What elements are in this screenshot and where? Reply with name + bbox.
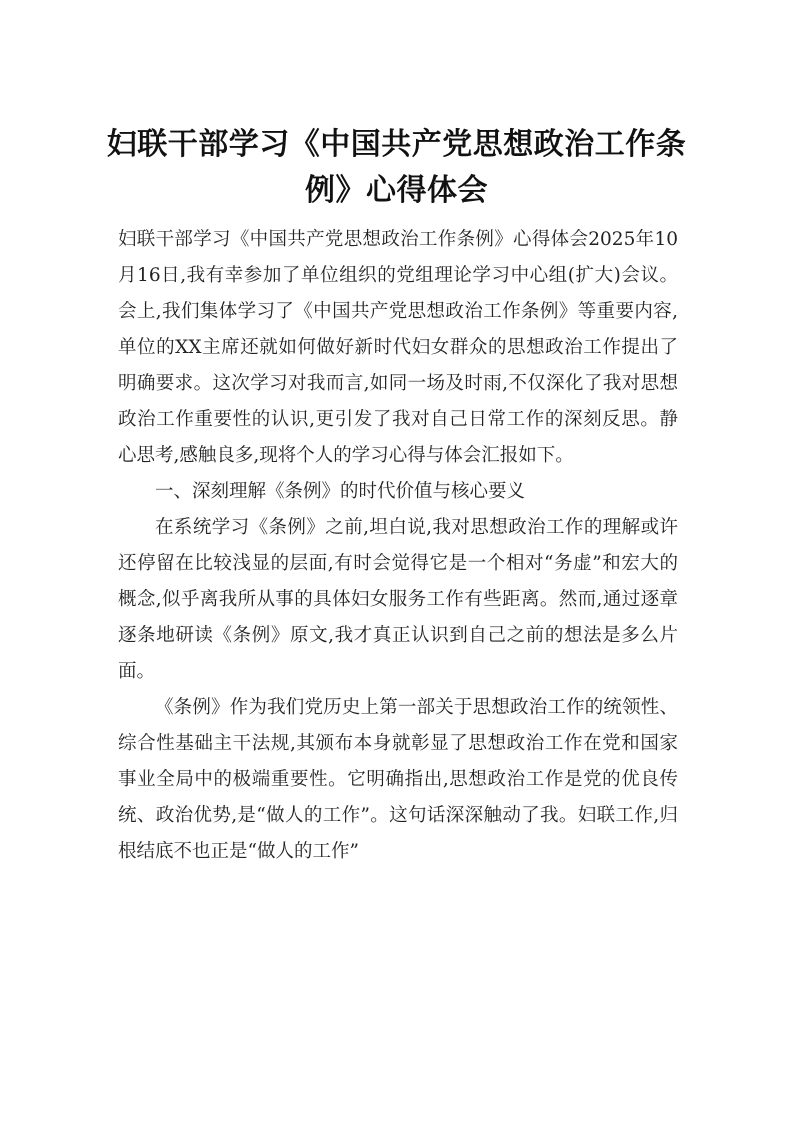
body-paragraph: 在系统学习《条例》之前,坦白说,我对思想政治工作的理解或许还停留在比较浅显的层面,有时会觉得它是一个相对“务虚”和宏大的概念,似乎离我所从事的具体妇女服务工作有些距离。然而,通过逐章逐条地研读《条例》原文,我才真正认识到自己之前的想法是多么片面。	[118, 517, 678, 682]
document-body	[118, 222, 678, 870]
body-paragraph: 《条例》作为我们党历史上第一部关于思想政治工作的统领性、综合性基础主干法规,其颁布本身就彰显了思想政治工作在党和国家事业全局中的极端重要性。它明确指出,思想政治工作是党的优良传统、政治优势,是“做人的工作”。这句话深深触动了我。妇联工作,归根结底不也正是“做人的工作”	[118, 697, 678, 862]
section-heading-1: 一、深刻理解《条例》的时代价值与核心要义	[155, 481, 526, 502]
document-title: 妇联干部学习《中国共产党思想政治工作条例》心得体会	[106, 127, 687, 208]
intro-paragraph: 妇联干部学习《中国共产党思想政治工作条例》心得体会2025年10月16日,我有幸参加了单位组织的党组理论学习中心组(扩大)会议。会上,我们集体学习了《中国共产党思想政治工作条例》等重要内容,单位的XX主席还就如何做好新时代妇女群众的思想政治工作提出了明确要求。这次学习对我而言,如同一场及时雨,不仅深化了我对思想政治工作重要性的认识,更引发了我对自己日常工作的深刻反思。静心思考,感触良多,现将个人的学习心得与体会汇报如下。	[118, 229, 678, 466]
